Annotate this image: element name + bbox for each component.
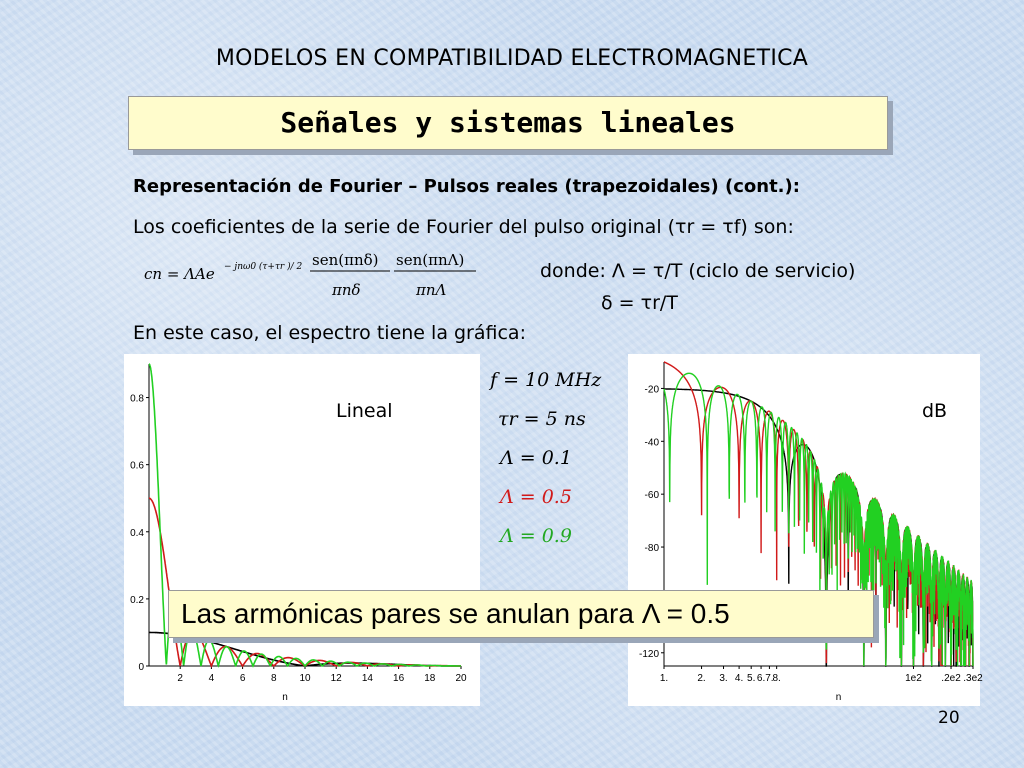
x-tick-label: 5. [747, 673, 756, 684]
formula-frac2-den: πnΛ [416, 281, 447, 299]
page-number: 20 [938, 708, 960, 728]
x-tick-label: 1e2 [905, 673, 922, 684]
lineal-label: Lineal [336, 400, 393, 422]
y-tick-label: 0.6 [130, 460, 144, 472]
callout-text: Las armónicas pares se anulan para Λ = 0.5 [181, 598, 730, 629]
x-tick-label: 1. [659, 673, 669, 684]
formula-frac1-den: πnδ [332, 281, 361, 299]
callout-box [168, 590, 874, 638]
x-tick-label: 7. [765, 673, 774, 684]
formula-lhs: cn = ΛAe [144, 265, 215, 283]
db-label: dB [922, 400, 948, 422]
y-tick-label: 0.2 [130, 594, 144, 606]
formula-exponent: − jnω0 (τ+τr )/ 2 [224, 262, 303, 272]
intro-text: Los coeficientes de la serie de Fourier del pulso original (τr = τf) son: [133, 216, 794, 238]
y-tick-label: 0.8 [130, 393, 144, 405]
x-tick-label: 16 [393, 673, 405, 684]
x-tick-label: 4. [734, 673, 744, 684]
x-tick-label: 4 [208, 673, 215, 684]
x-tick-label: 10 [299, 673, 311, 684]
slide-title: Señales y sistemas lineales [280, 106, 736, 139]
donde-line-1: donde: Λ = τ/T (ciclo de servicio) [540, 260, 856, 282]
param-rise-time: τr = 5 ns [498, 408, 586, 430]
x-tick-label: .2e2 [941, 673, 961, 684]
legend-lambda-0-5: Λ = 0.5 [500, 486, 572, 508]
x-tick-label: 20 [455, 673, 467, 684]
x-tick-label: 8. [772, 673, 781, 684]
formula-frac2-num: sen(πnΛ) [396, 251, 465, 269]
parameter-legend [470, 362, 620, 557]
y-tick-label: -120 [638, 648, 659, 660]
x-tick-label: 14 [361, 673, 373, 684]
x-tick-label: 18 [424, 673, 436, 684]
param-frequency: f = 10 MHz [490, 369, 602, 391]
slide-header: MODELOS EN COMPATIBILIDAD ELECTROMAGNETICA [215, 46, 809, 71]
legend-lambda-0-9: Λ = 0.9 [500, 525, 572, 547]
x-tick-label: 3. [719, 673, 728, 684]
y-tick-label: 0.4 [130, 527, 144, 539]
y-tick-label: -60 [644, 490, 659, 502]
y-tick-label: -80 [644, 543, 659, 555]
x-axis-label: n [282, 692, 288, 703]
x-tick-label: 8 [271, 673, 277, 684]
y-tick-label: -20 [644, 384, 659, 396]
x-axis-label: n [835, 692, 842, 703]
linear-chart-panel [124, 354, 480, 706]
x-tick-label: 6 [239, 673, 246, 684]
formula-frac1-num: sen(πnδ) [312, 251, 379, 269]
fourier-formula [140, 243, 520, 303]
title-box [128, 96, 888, 150]
x-tick-label: 6. [756, 673, 766, 684]
x-tick-label: 2 [177, 673, 183, 684]
y-tick-label: -40 [644, 437, 659, 449]
x-tick-label: 2. [697, 673, 706, 684]
x-tick-label: 12 [330, 673, 342, 684]
linear-spectrum-chart [124, 354, 480, 706]
spectrum-text: En este caso, el espectro tiene la gráfica: [133, 322, 526, 344]
x-tick-label: .3e2 [963, 673, 983, 684]
y-tick-label: 0 [138, 662, 144, 673]
subheading: Representación de Fourier – Pulsos reales (trapezoidales) (cont.): [133, 176, 800, 197]
donde-line-2: δ = τr/T [601, 292, 678, 314]
legend-lambda-0-1: Λ = 0.1 [500, 447, 572, 469]
